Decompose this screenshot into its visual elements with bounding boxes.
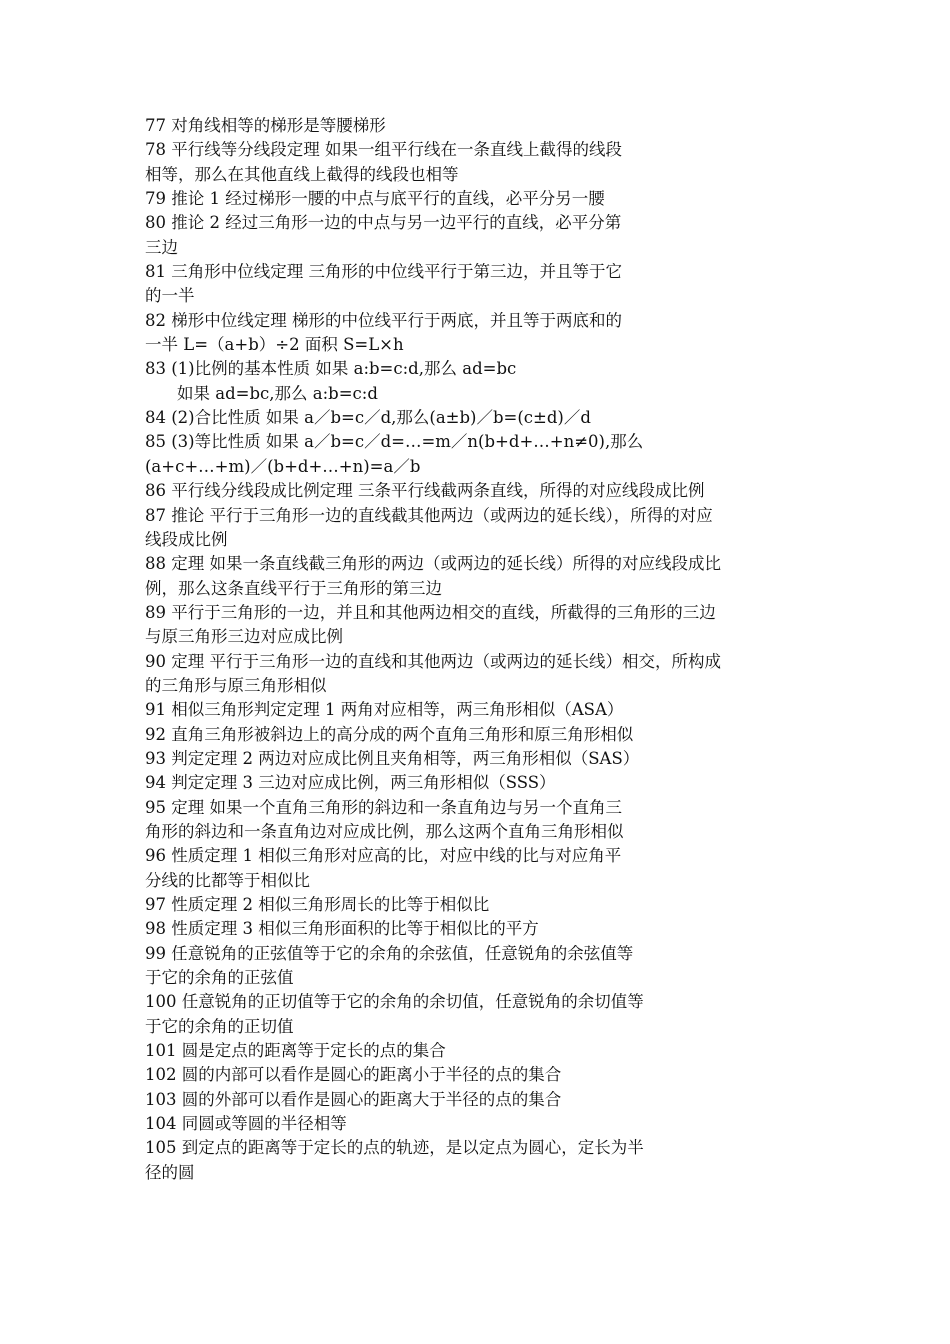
text-line: 87 推论 平行于三角形一边的直线截其他两边（或两边的延长线），所得的对应	[145, 505, 713, 525]
text-line: 91 相似三角形判定定理 1 两角对应相等，两三角形相似（ASA）	[145, 700, 624, 720]
text-line: 80 推论 2 经过三角形一边的中点与另一边平行的直线，必平分第	[145, 213, 622, 233]
text-line: 93 判定定理 2 两边对应成比例且夹角相等，两三角形相似（SAS）	[145, 748, 640, 768]
text-line: 三边	[145, 237, 178, 257]
text-line: 97 性质定理 2 相似三角形周长的比等于相似比	[145, 895, 490, 914]
text-line: 96 性质定理 1 相似三角形对应高的比，对应中线的比与对应角平	[145, 846, 622, 866]
text-line: 99 任意锐角的正弦值等于它的余角的余弦值，任意锐角的余弦值等	[145, 943, 634, 963]
text-line: 85 (3)等比性质 如果 a／b=c／d=…=m／n(b+d+…+n≠0),那么	[145, 432, 644, 452]
text-line: (a+c+…+m)／(b+d+…+n)=a／b	[145, 456, 421, 476]
text-line: 102 圆的内部可以看作是圆心的距离小于半径的点的集合	[145, 1065, 562, 1085]
text-line: 89 平行于三角形的一边，并且和其他两边相交的直线，所截得的三角形的三边	[145, 602, 716, 622]
text-line: 88 定理 如果一条直线截三角形的两边（或两边的延长线）所得的对应线段成比	[145, 554, 721, 574]
text-line: 100 任意锐角的正切值等于它的余角的余切值，任意锐角的余切值等	[145, 992, 644, 1012]
text-line: 95 定理 如果一个直角三角形的斜边和一条直角边与另一个直角三	[145, 797, 622, 817]
text-line: 84 (2)合比性质 如果 a／b=c／d,那么(a±b)／b=(c±d)／d	[145, 408, 591, 428]
text-line: 86 平行线分线段成比例定理 三条平行线截两条直线，所得的对应线段成比例	[145, 481, 705, 501]
text-line: 径的圆	[145, 1162, 195, 1182]
text-line: 90 定理 平行于三角形一边的直线和其他两边（或两边的延长线）相交，所构成	[145, 651, 721, 671]
text-line: 的一半	[145, 286, 195, 306]
text-line: 105 到定点的距离等于定长的点的轨迹，是以定点为圆心，定长为半	[145, 1138, 644, 1158]
text-line: 92 直角三角形被斜边上的高分成的两个直角三角形和原三角形相似	[145, 724, 634, 744]
text-line: 相等，那么在其他直线上截得的线段也相等	[145, 164, 459, 184]
text-line: 104 同圆或等圆的半径相等	[145, 1114, 347, 1134]
text-line: 与原三角形三边对应成比例	[145, 627, 343, 647]
text-line: 101 圆是定点的距离等于定长的点的集合	[145, 1041, 446, 1061]
text-line: 例，那么这条直线平行于三角形的第三边	[145, 578, 442, 598]
text-line: 98 性质定理 3 相似三角形面积的比等于相似比的平方	[145, 919, 539, 939]
text-line: 分线的比都等于相似比	[145, 870, 310, 890]
text-line: 线段成比例	[145, 529, 228, 549]
text-line: 94 判定定理 3 三边对应成比例，两三角形相似（SSS）	[145, 773, 556, 793]
text-line: 103 圆的外部可以看作是圆心的距离大于半径的点的集合	[145, 1089, 562, 1109]
text-line: 于它的余角的正切值	[145, 1016, 294, 1036]
text-line: 83 (1)比例的基本性质 如果 a:b=c:d,那么 ad=bc	[145, 359, 517, 379]
text-line: 角形的斜边和一条直角边对应成比例，那么这两个直角三角形相似	[145, 821, 624, 841]
text-line-indented: 如果 ad=bc,那么 a:b=c:d	[177, 383, 378, 403]
text-line: 一半 L=（a+b）÷2 面积 S=L×h	[145, 335, 404, 355]
text-line: 于它的余角的正弦值	[145, 968, 294, 988]
text-line: 77 对角线相等的梯形是等腰梯形	[145, 116, 386, 135]
text-line: 79 推论 1 经过梯形一腰的中点与底平行的直线，必平分另一腰	[145, 189, 605, 209]
theorem-list	[145, 114, 813, 1185]
text-line: 81 三角形中位线定理 三角形的中位线平行于第三边，并且等于它	[145, 262, 622, 282]
text-line: 78 平行线等分线段定理 如果一组平行线在一条直线上截得的线段	[145, 140, 622, 160]
text-line: 82 梯形中位线定理 梯形的中位线平行于两底，并且等于两底和的	[145, 310, 622, 330]
text-line: 的三角形与原三角形相似	[145, 675, 327, 695]
